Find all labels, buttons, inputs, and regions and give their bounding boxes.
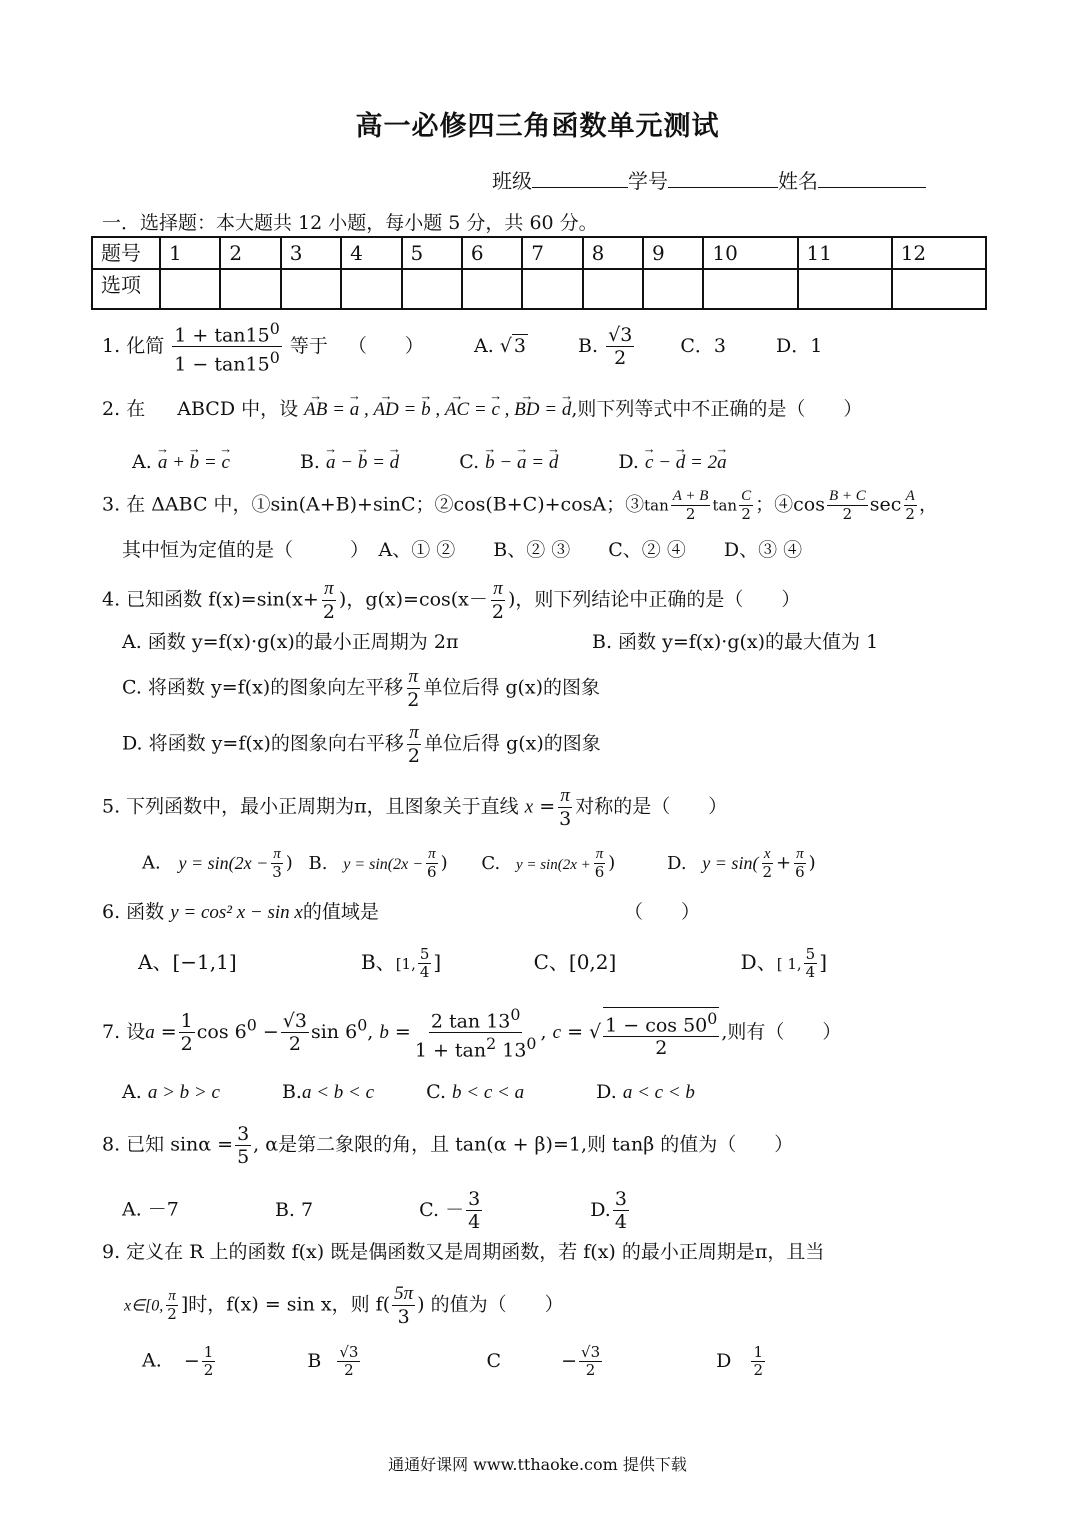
option-d: D. [618, 451, 639, 473]
answer-cell[interactable] [892, 269, 986, 309]
page-title: 高一必修四三角函数单元测试 [355, 111, 720, 142]
table-cell: 10 [703, 237, 797, 269]
student-info [492, 165, 926, 194]
class-blank[interactable] [532, 169, 628, 188]
question-2-options: A. → a + → b = → c B. → a − → b = → d C. → b − → a = → d D. → c − → d = 2→ a [132, 450, 727, 475]
footer-text: 通通好课网 www.tthaoke.com 提供下载 [388, 1455, 687, 1474]
sqrt-symbol: √ 3 [499, 334, 526, 357]
table-cell: 2 [220, 237, 280, 269]
option-c: C. － [419, 1198, 465, 1221]
question-5: 5. 下列函数中，最小正周期为π，且图象关于直线 x = $\frac{\pi}{3}$ 对称的是（ ） [102, 785, 728, 830]
option-c: C、 [533, 950, 569, 974]
table-cell: 3 [281, 237, 341, 269]
table-cell: 5 [402, 237, 462, 269]
question-6: 6. 函数 y = cos² x − sin x的值域是 （ ） [102, 901, 701, 923]
fraction: $\frac{1 + \tan 15^0}{1 - \tan 15^0}$ [174, 319, 280, 376]
name-label: 姓名 [778, 169, 818, 193]
table-cell: 6 [462, 237, 522, 269]
option-d: D. 将函数 y=f(x)的图象向右平移 $\frac{\pi}{2}$ 单位后得 g(x)的图象 [122, 722, 601, 767]
option-a: A. [132, 451, 152, 473]
table-cell: 8 [583, 237, 643, 269]
question-5-options: A. y = sin(2x − $\frac{\pi}{3}$ ) B. y = sin(2x − $\frac{\pi}{6}$ ) C. y = sin(2x + $\frac{\pi}{6}$ ) D. y = sin( $\frac{x}{2}$ + $\frac{\pi}{6}$ ) [142, 846, 816, 881]
question-number: 1. [102, 334, 121, 357]
option-c: C [486, 1349, 502, 1372]
question-8-options: A. －7 B. 7 C. － $\frac{3}{4}$ D. $\frac{3}{4}$ [122, 1188, 627, 1233]
option-a: A. －7 [122, 1198, 179, 1221]
option-b: B [307, 1349, 322, 1372]
option-b: B. [308, 852, 328, 874]
table-cell: 7 [522, 237, 582, 269]
question-2: 2. 在 ABCD 中，设 → AB = → a , → AD = → b , → AC = → c , → BD = → d,则下列等式中不正确的是（ ） [102, 397, 862, 422]
question-6-options: A、[−1,1] B、[1, $\frac{5}{4}$ ] C、[0,2] D、[ 1, $\frac{5}{4}$ ] [138, 945, 828, 981]
option-b: B. 7 [274, 1198, 314, 1221]
option-d: D [716, 1349, 732, 1372]
option-d: D．1 [776, 334, 823, 357]
name-blank[interactable] [818, 169, 926, 188]
question-3-options: 其中恒为定值的是（ ） A、① ② B、② ③ C、② ④ D、③ ④ [122, 539, 803, 561]
option-c: C. 将函数 y=f(x)的图象向左平移 $\frac{\pi}{2}$ 单位后得 g(x)的图象 [122, 666, 601, 711]
answer-cell[interactable] [281, 269, 341, 309]
question-7-options: A. a > b > c B.a < b < c C. b < c < a D. a < c < b [122, 1081, 695, 1103]
answer-cell[interactable] [220, 269, 280, 309]
class-label: 班级 [492, 169, 532, 193]
row-header-number: 题号 [92, 237, 160, 269]
answer-cell[interactable] [522, 269, 582, 309]
answer-cell[interactable] [462, 269, 522, 309]
question-4: 4. 已知函数 f(x)=sin(x+ $\frac{\pi}{2}$ )，g(x)=cos(x－ $\frac{\pi}{2}$ )，则下列结论中正确的是（ ） [102, 578, 801, 623]
option-a: A. 函数 y=f(x)·g(x)的最小正周期为 2π [122, 631, 459, 653]
table-cell: 9 [643, 237, 703, 269]
question-9-options: A. − $\frac{1}{2}$ B $\frac{√3}{2}$ C − $\frac{√3}{2}$ D $\frac{1}{2}$ [142, 1343, 763, 1379]
table-cell: 12 [892, 237, 986, 269]
table-row [92, 269, 986, 309]
option-c: C. [426, 1081, 446, 1103]
id-label: 学号 [628, 169, 668, 193]
question-3: 3. 在 ΔABC 中，①sin(A+B)+sinC；②cos(B+C)+cosA；③tan $\frac{A + B}{2}$ tan $\frac{C}{2}$ ；④cos $\frac{B + C}{2}$ sec $\frac{A}{2}$ ， [102, 488, 938, 523]
question-9-line2: x∈[0, $\frac{\pi}{2}$ ]时，f(x) = sin x，则 f( $\frac{5\pi}{3}$ ) 的值为（ ） [124, 1283, 564, 1328]
option-a: A. [142, 1349, 162, 1372]
answer-table [91, 236, 987, 310]
id-blank[interactable] [668, 169, 778, 188]
question-7: 7. 设a = $\frac{1}{2}$ $\cos 6^0$ − $\frac{√3}{2}$ $\sin 6^0$, b = $\frac{2 \tan 13^0}{1 + \tan^2 13^0}$ , c = √ $\frac{1 - \cos 50^0}{2}$ ,则有（ ） [102, 1005, 842, 1062]
option-a: A. [142, 852, 161, 874]
option-a: A. [473, 334, 494, 357]
question-text: 化简 [126, 334, 165, 357]
option-c: C．3 [680, 334, 726, 357]
answer-paren: （ ） [347, 334, 424, 357]
option-b: B、 [360, 950, 396, 974]
option-c: C. [481, 852, 501, 874]
answer-cell[interactable] [583, 269, 643, 309]
option-d: D. [590, 1198, 611, 1221]
question-1 [102, 318, 822, 376]
table-cell: 4 [341, 237, 401, 269]
option-b: B. [281, 1081, 302, 1103]
option-b: B. [299, 451, 320, 473]
answer-cell[interactable] [798, 269, 892, 309]
option-d: D、 [740, 950, 777, 974]
question-text: 等于 [289, 334, 328, 357]
row-header-option: 选项 [92, 269, 160, 309]
fraction: $\frac{√3}{2}$ [608, 324, 633, 370]
answer-cell[interactable] [643, 269, 703, 309]
section-heading: 一．选择题：本大题共 12 小题，每小题 5 分，共 60 分。 [102, 212, 598, 234]
answer-cell[interactable] [703, 269, 797, 309]
answer-cell[interactable] [402, 269, 462, 309]
table-cell: 11 [798, 237, 892, 269]
option-b: B. [578, 334, 599, 357]
question-8: 8. 已知 sinα = $\frac{3}{5}$ , α是第二象限的角，且 tan(α + β)=1,则 tanβ 的值为（ ） [102, 1123, 794, 1168]
option-d: D. [596, 1081, 617, 1103]
answer-cell[interactable] [160, 269, 220, 309]
option-d: D. [667, 852, 687, 874]
option-c: C. [459, 451, 480, 473]
table-row [92, 237, 986, 269]
option-b: B. 函数 y=f(x)·g(x)的最大值为 1 [592, 631, 879, 653]
option-a: A、 [138, 950, 173, 974]
option-a: A. [122, 1081, 142, 1103]
answer-cell[interactable] [341, 269, 401, 309]
question-9: 9. 定义在 R 上的函数 f(x) 既是偶函数又是周期函数，若 f(x) 的最小正周期是π，且当 [102, 1241, 825, 1263]
table-cell: 1 [160, 237, 220, 269]
